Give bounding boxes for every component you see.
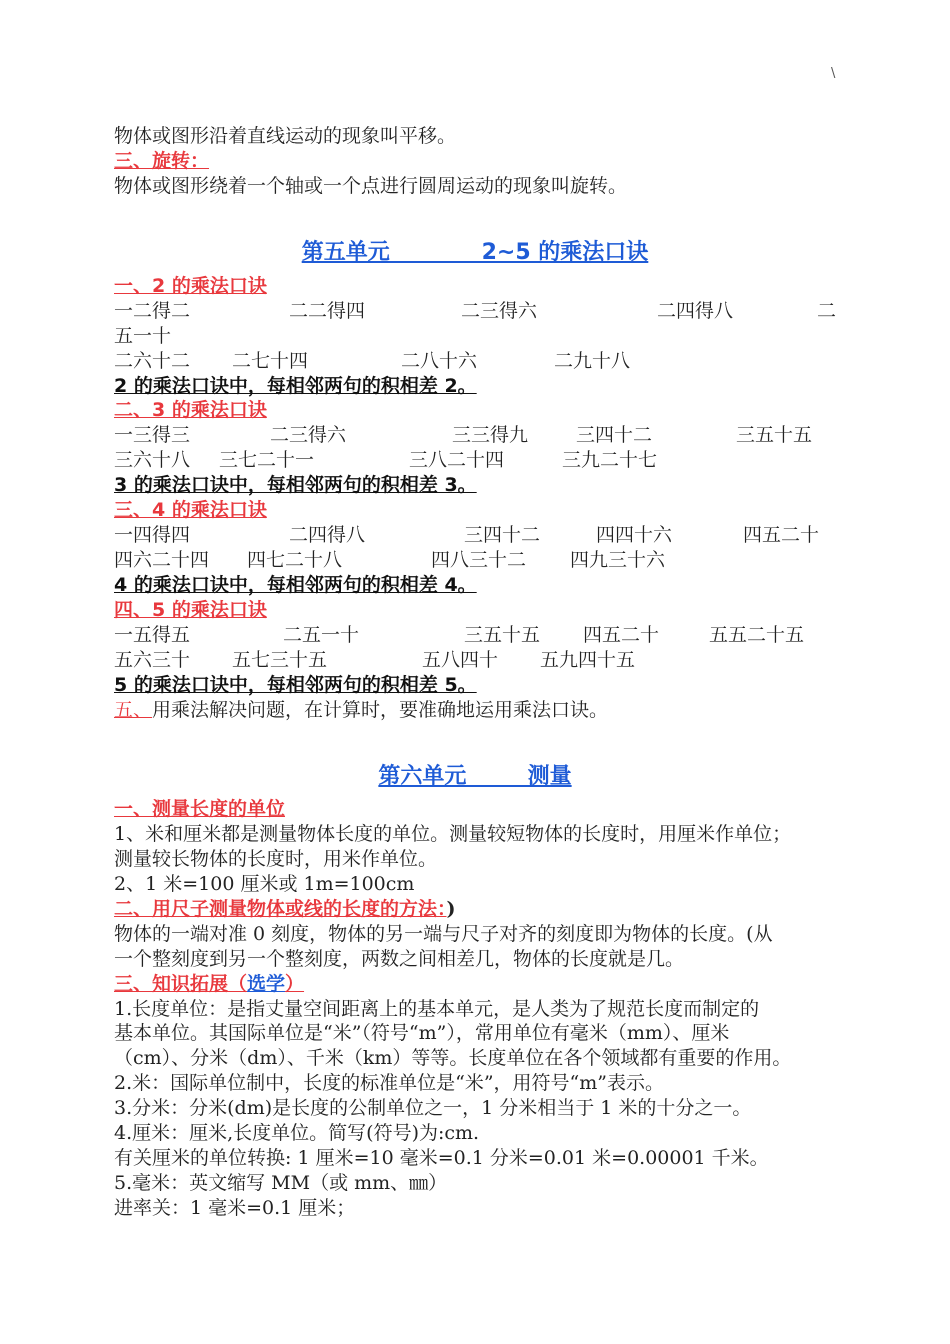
unit6-s3-line: 3.分米：分米(dm)是长度的公制单位之一，1 分米相当于 1 米的十分之一。 — [114, 1097, 752, 1119]
verse: 三六十八 — [114, 449, 191, 471]
rotation-heading: 三、旋转： — [114, 150, 210, 172]
verse: 二二得四 — [289, 300, 366, 322]
verse: 三三得九 — [452, 424, 529, 446]
verse: 四五二十 — [743, 524, 820, 546]
unit6-s2-paren: ) — [446, 898, 456, 920]
verse: 四四十六 — [596, 524, 673, 546]
unit6-s3-line: 基本单位。其国际单位是“米”（符号“m”），常用单位有毫米（mm）、厘米 — [114, 1022, 730, 1044]
verse: 四七二十八 — [247, 549, 343, 571]
unit5-s2-heading: 二、3 的乘法口诀 — [114, 399, 267, 421]
verse: 二八十六 — [401, 350, 478, 372]
unit6-s1-line: 测量较长物体的长度时，用米作单位。 — [114, 848, 438, 870]
verse: 三七二十一 — [219, 449, 315, 471]
unit5-s4-note: 5 的乘法口诀中，每相邻两句的积相差 5。 — [114, 674, 477, 696]
verse: 一五得五 — [114, 624, 191, 646]
unit5-s4-heading: 四、5 的乘法口诀 — [114, 599, 267, 621]
verse: 三五十五 — [736, 424, 813, 446]
verse: 二三得六 — [270, 424, 347, 446]
unit6-s3-heading-optional: 选学 — [247, 973, 286, 995]
verse: 四八三十二 — [431, 549, 527, 571]
verse: 二四得八 — [289, 524, 366, 546]
verse: 三四十二 — [576, 424, 653, 446]
unit6-s3-heading-line — [114, 972, 304, 997]
verse: 一四得四 — [114, 524, 191, 546]
unit6-s3-heading: 三、知识拓展（ — [114, 973, 248, 995]
unit6-s3-line: 4.厘米：厘米,长度单位。简写(符号)为:cm. — [114, 1122, 480, 1144]
unit6-s3-line: 进率关：1 毫米=0.1 厘米； — [114, 1197, 356, 1219]
verse: 二九十八 — [554, 350, 631, 372]
unit6-s2-line: 物体的一端对准 0 刻度，物体的另一端与尺子对齐的刻度即为物体的长度。(从 — [114, 923, 773, 945]
verse: 二五一十 — [283, 624, 360, 646]
unit6-s3-line: （cm）、分米（dm）、千米（km）等等。长度单位在各个领域都有重要的作用。 — [114, 1047, 792, 1069]
verse: 三四十二 — [464, 524, 541, 546]
unit6-s3-line: 2.米：国际单位制中，长度的标准单位是“米”，用符号“m”表示。 — [114, 1072, 664, 1094]
verse: 二 — [817, 300, 837, 322]
verse: 五六三十 — [114, 649, 191, 671]
unit6-s3-line: 1.长度单位：是指丈量空间距离上的基本单元，是人类为了规范长度而制定的 — [114, 998, 760, 1020]
unit6-s3-heading-end: ） — [285, 973, 305, 995]
verse: 三五十五 — [464, 624, 541, 646]
verse: 一三得三 — [114, 424, 191, 446]
verse: 五九四十五 — [540, 649, 636, 671]
verse: 二三得六 — [461, 300, 538, 322]
unit5-s3-note: 4 的乘法口诀中，每相邻两句的积相差 4。 — [114, 574, 477, 596]
unit5-s5 — [114, 698, 608, 723]
unit5-s5-heading: 五、 — [114, 699, 153, 721]
verse: 五一十 — [114, 325, 172, 347]
unit6-s3-line: 有关厘米的单位转换: 1 厘米=10 毫米=0.1 分米=0.01 米=0.00001 千米。 — [114, 1147, 769, 1169]
unit6-s2-heading: 二、用尺子测量物体或线的长度的方法： — [114, 898, 447, 920]
verse: 三九二十七 — [562, 449, 658, 471]
verse: 四九三十六 — [570, 549, 666, 571]
unit5-s1-heading: 一、2 的乘法口诀 — [114, 275, 267, 297]
unit5-s1-note: 2 的乘法口诀中，每相邻两句的积相差 2。 — [114, 375, 477, 397]
verse: 二四得八 — [657, 300, 734, 322]
unit5-s5-text: 用乘法解决问题，在计算时，要准确地运用乘法口诀。 — [152, 699, 609, 721]
unit6-s1-heading: 一、测量长度的单位 — [114, 798, 286, 820]
unit5-title: 第五单元 2~5 的乘法口诀 — [301, 240, 649, 265]
rotation-definition: 物体或图形绕着一个轴或一个点进行圆周运动的现象叫旋转。 — [114, 175, 628, 197]
unit6-s2-heading-line — [114, 897, 456, 922]
verse: 五八四十 — [422, 649, 499, 671]
unit5-s2-note: 3 的乘法口诀中，每相邻两句的积相差 3。 — [114, 474, 477, 496]
verse: 二六十二 — [114, 350, 191, 372]
unit6-s1-line: 1、米和厘米都是测量物体长度的单位。测量较短物体的长度时，用厘米作单位； — [114, 823, 792, 845]
unit6-s2-line: 一个整刻度到另一个整刻度，两数之间相差几，物体的长度就是几。 — [114, 948, 685, 970]
verse: 五七三十五 — [232, 649, 328, 671]
verse: 二七十四 — [232, 350, 309, 372]
verse: 五五二十五 — [709, 624, 805, 646]
unit6-s1-line: 2、1 米=100 厘米或 1m=100cm — [114, 873, 415, 895]
verse: 三八二十四 — [409, 449, 505, 471]
corner-mark: \ — [831, 66, 836, 81]
unit6-s3-line: 5.毫米：英文缩写 MM（或 mm、㎜） — [114, 1172, 448, 1194]
unit6-title: 第六单元 测量 — [378, 764, 572, 789]
verse: 四六二十四 — [114, 549, 210, 571]
translation-definition: 物体或图形沿着直线运动的现象叫平移。 — [114, 125, 457, 147]
verse: 四五二十 — [583, 624, 660, 646]
unit5-s3-heading: 三、4 的乘法口诀 — [114, 499, 267, 521]
verse: 一二得二 — [114, 300, 191, 322]
